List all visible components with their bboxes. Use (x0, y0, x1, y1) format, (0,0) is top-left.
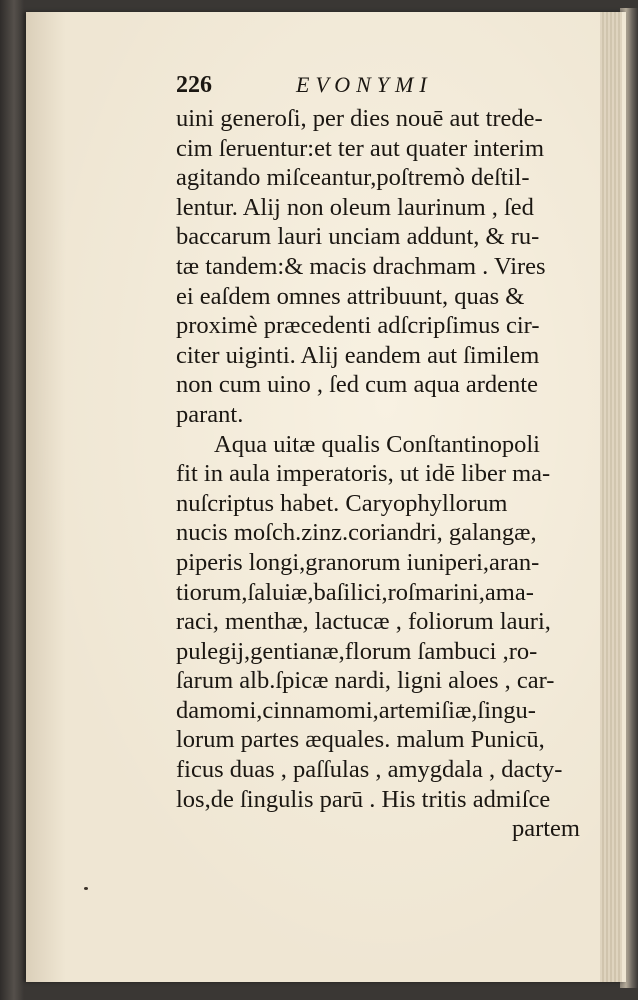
text-line: non cum uino , ſed cum aqua ardente (176, 371, 538, 399)
page-header (176, 72, 596, 106)
text-line: baccarum lauri unciam addunt, & ru- (176, 223, 540, 251)
text-line: damomi,cinnamomi,artemiſiæ,ſingu- (176, 696, 536, 724)
text-line: tæ tandem:& macis drachmam . Vires (176, 252, 546, 280)
text-line: citer uiginti. Alij eandem aut ſimilem (176, 341, 540, 369)
text-line: nucis moſch.zinz.coriandri, galangæ, (176, 519, 537, 547)
text-line: Aqua uitæ qualis Conſtantinopoli (214, 430, 540, 458)
text-line: los,de ſingulis parū . His tritis admiſce (176, 785, 551, 813)
text-line: nuſcriptus habet. Caryophyllorum (176, 489, 508, 517)
body-text (176, 104, 606, 844)
text-line: proximè præcedenti adſcripſimus cir- (176, 312, 540, 340)
text-line: ficus duas , paſſulas , amygdala , dacty- (176, 756, 563, 784)
text-line: raci, menthæ, lactucæ , foliorum lauri, (176, 608, 551, 636)
catchword: partem (511, 815, 580, 843)
page-number: 226 (176, 72, 212, 98)
ink-speck (84, 887, 88, 890)
text-line: agitando miſceantur,poſtremò deſtil- (176, 164, 530, 192)
text-line: lentur. Alij non oleum laurinum , ſed (176, 193, 534, 221)
text-line: ſarum alb.ſpicæ nardi, ligni aloes , car- (176, 667, 555, 695)
text-line: ei eaſdem omnes attribuunt, quas & (176, 282, 525, 310)
text-line: uini generoſi, per dies nouē aut trede- (176, 105, 543, 132)
text-line: piperis longi,granorum iuniperi,aran- (176, 548, 540, 576)
text-line: cim ſeruentur:et ter aut quater interim (176, 134, 545, 162)
text-line: lorum partes æquales. malum Punicū, (176, 726, 545, 754)
text-line: parant. (176, 400, 244, 428)
text-line: tiorum,ſaluiæ,baſilici,roſmarini,ama- (176, 578, 534, 606)
text-line: pulegij,gentianæ,florum ſambuci ,ro- (176, 637, 538, 665)
running-head: EVONYMI (296, 72, 433, 97)
text-line: fit in aula imperatoris, ut idē liber ma- (176, 460, 551, 488)
